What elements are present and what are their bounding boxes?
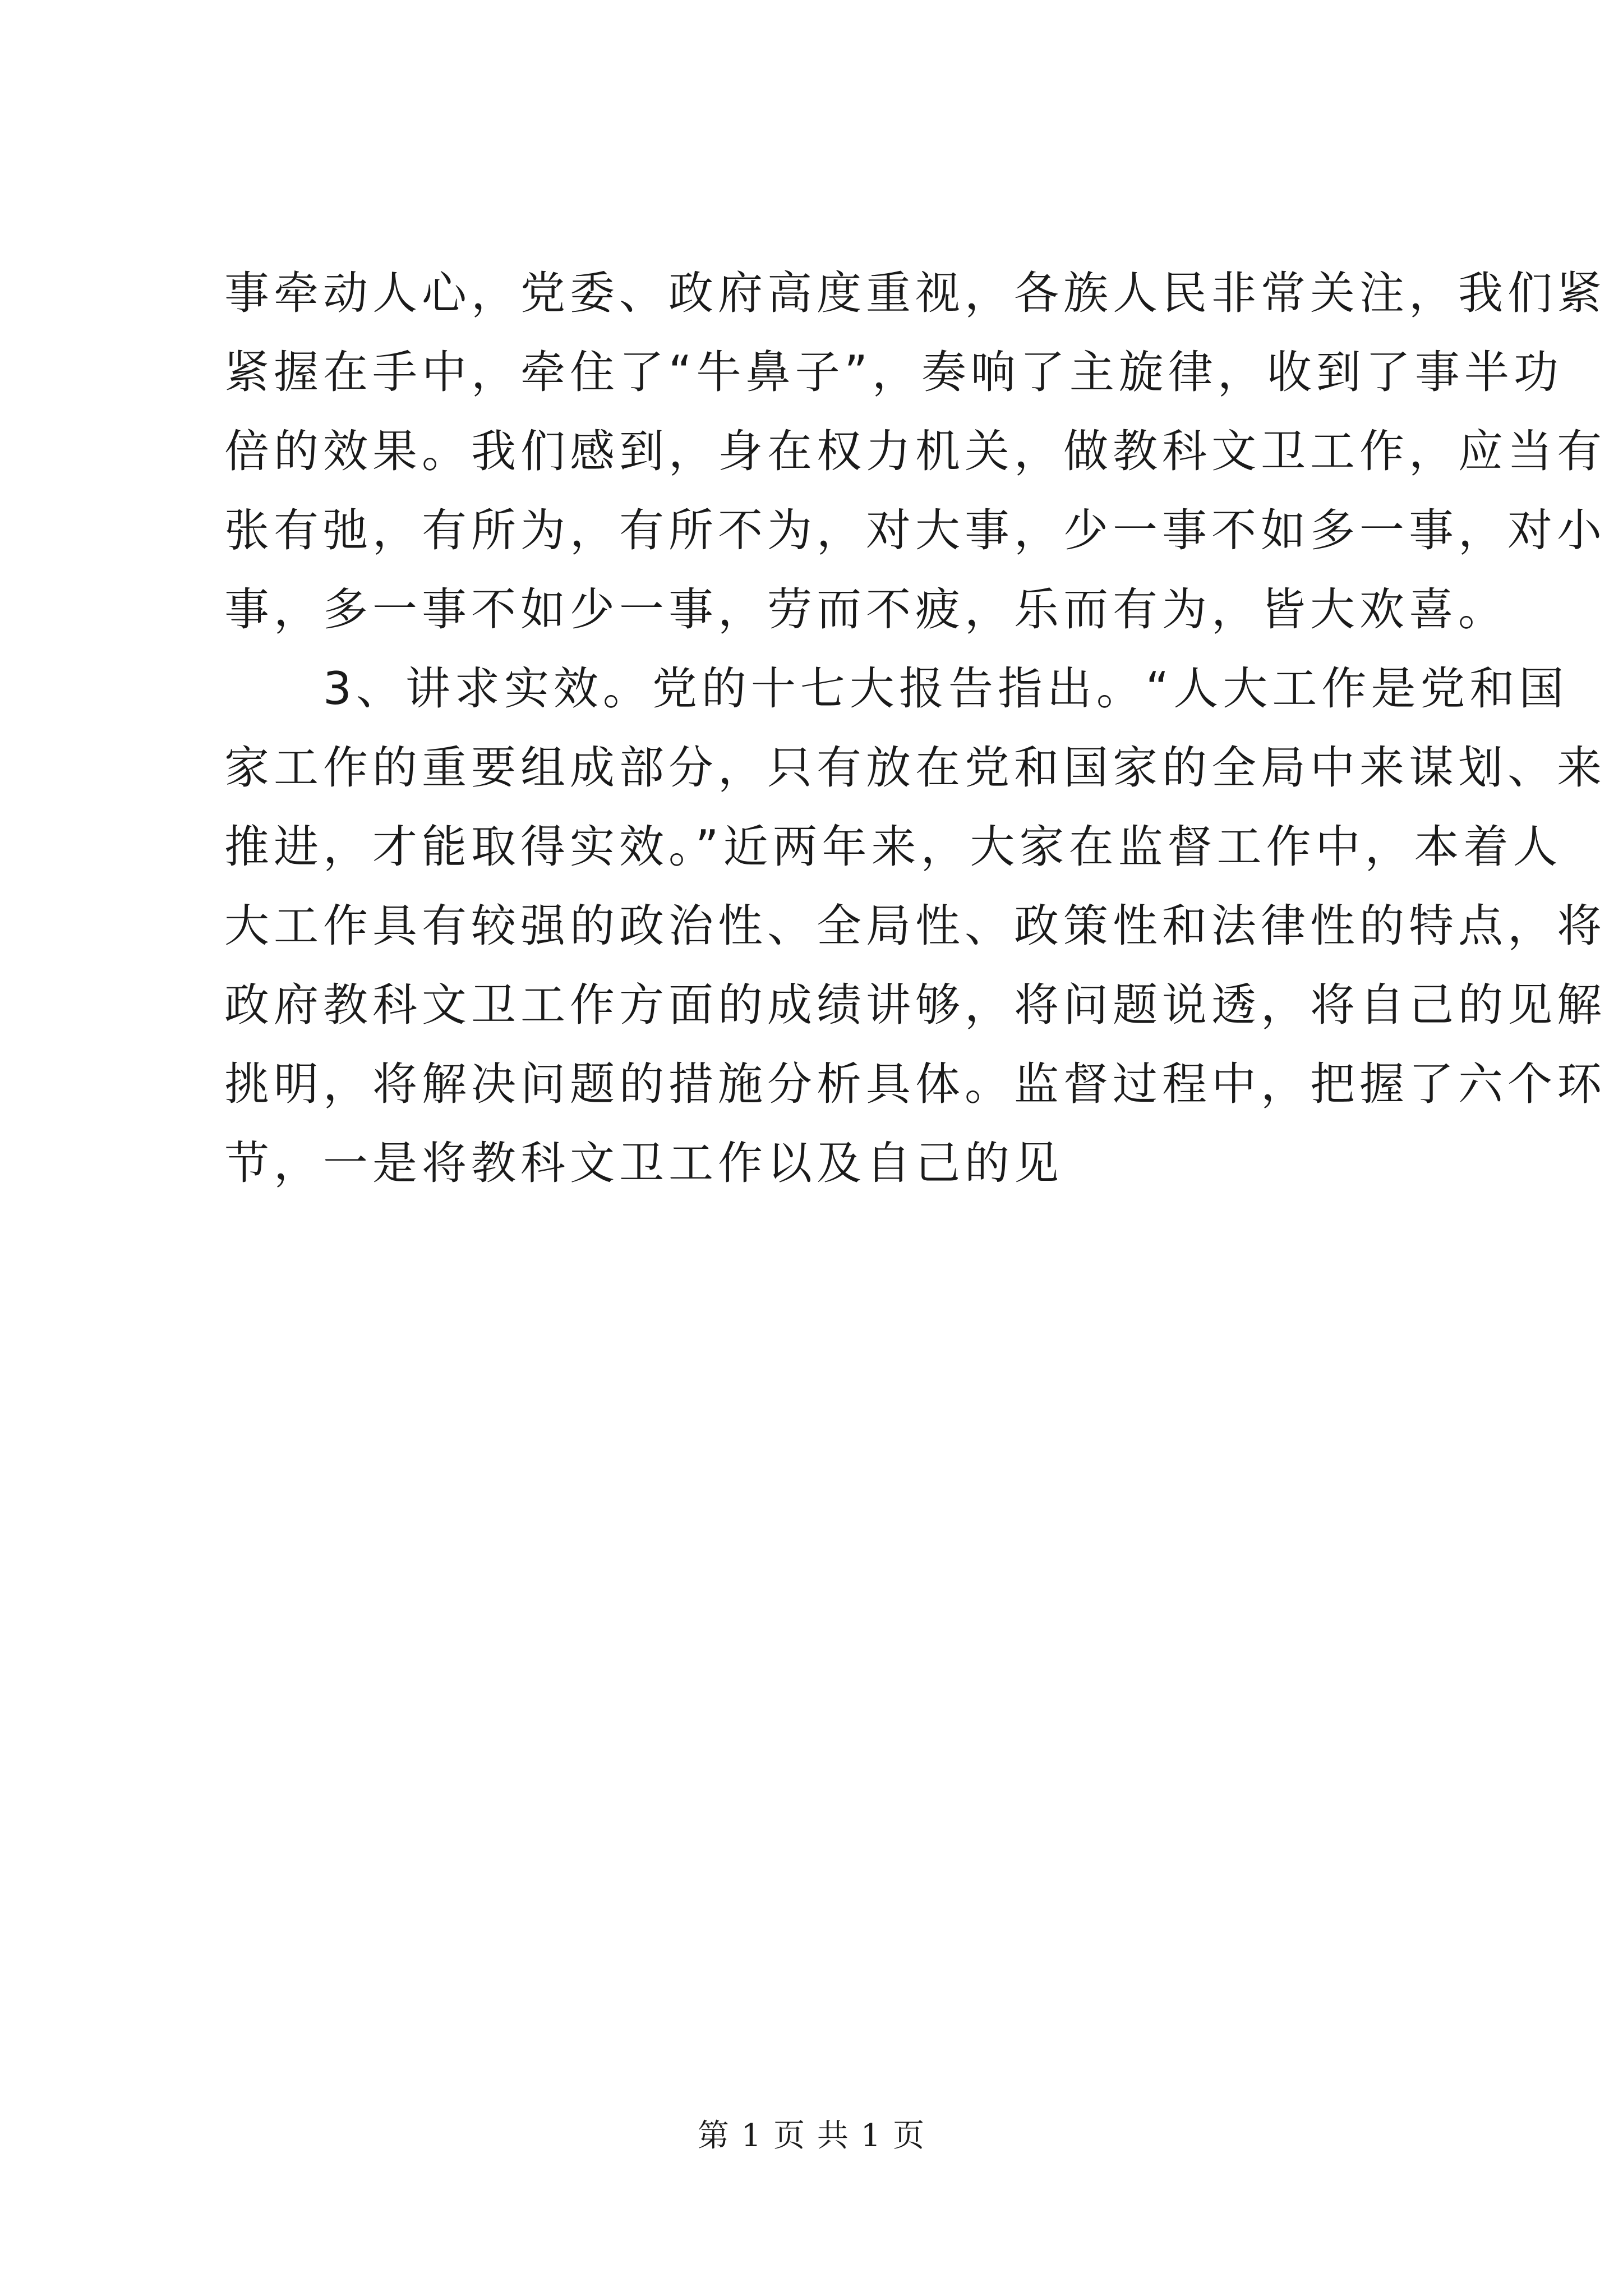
page-number-footer: 第 1 页 共 1 页 xyxy=(697,2118,926,2154)
text-line: 家工作的重要组成部分，只有放在党和国家的全局中来谋划、来 xyxy=(224,742,1606,794)
text-line: 节，一是将教科文卫工作以及自己的见 xyxy=(224,1137,1063,1189)
text-line: 挑明，将解决问题的措施分析具体。监督过程中，把握了六个环 xyxy=(224,1058,1606,1110)
document-body xyxy=(224,254,1606,1203)
text-line: 倍的效果。我们感到，身在权力机关，做教科文卫工作，应当有 xyxy=(224,425,1606,477)
text-line: 张有弛，有所为，有所不为，对大事，少一事不如多一事，对小 xyxy=(224,504,1606,556)
text-line: 大工作具有较强的政治性、全局性、政策性和法律性的特点，将 xyxy=(224,900,1606,952)
text-line: 推进，才能取得实效。”近两年来，大家在监督工作中，本着人 xyxy=(224,821,1562,873)
text-line: 事，多一事不如少一事，劳而不疲，乐而有为，皆大欢喜。 xyxy=(224,583,1507,636)
paragraph-start-line: 3、讲求实效。党的十七大报告指出。“人大工作是党和国 xyxy=(323,662,1569,715)
text-line: 政府教科文卫工作方面的成绩讲够，将问题说透，将自己的见解 xyxy=(224,979,1606,1031)
text-line: 事牵动人心，党委、政府高度重视，各族人民非常关注，我们紧 xyxy=(224,267,1606,319)
text-line: 紧握在手中，牵住了“牛鼻子”，奏响了主旋律，收到了事半功 xyxy=(224,346,1563,398)
